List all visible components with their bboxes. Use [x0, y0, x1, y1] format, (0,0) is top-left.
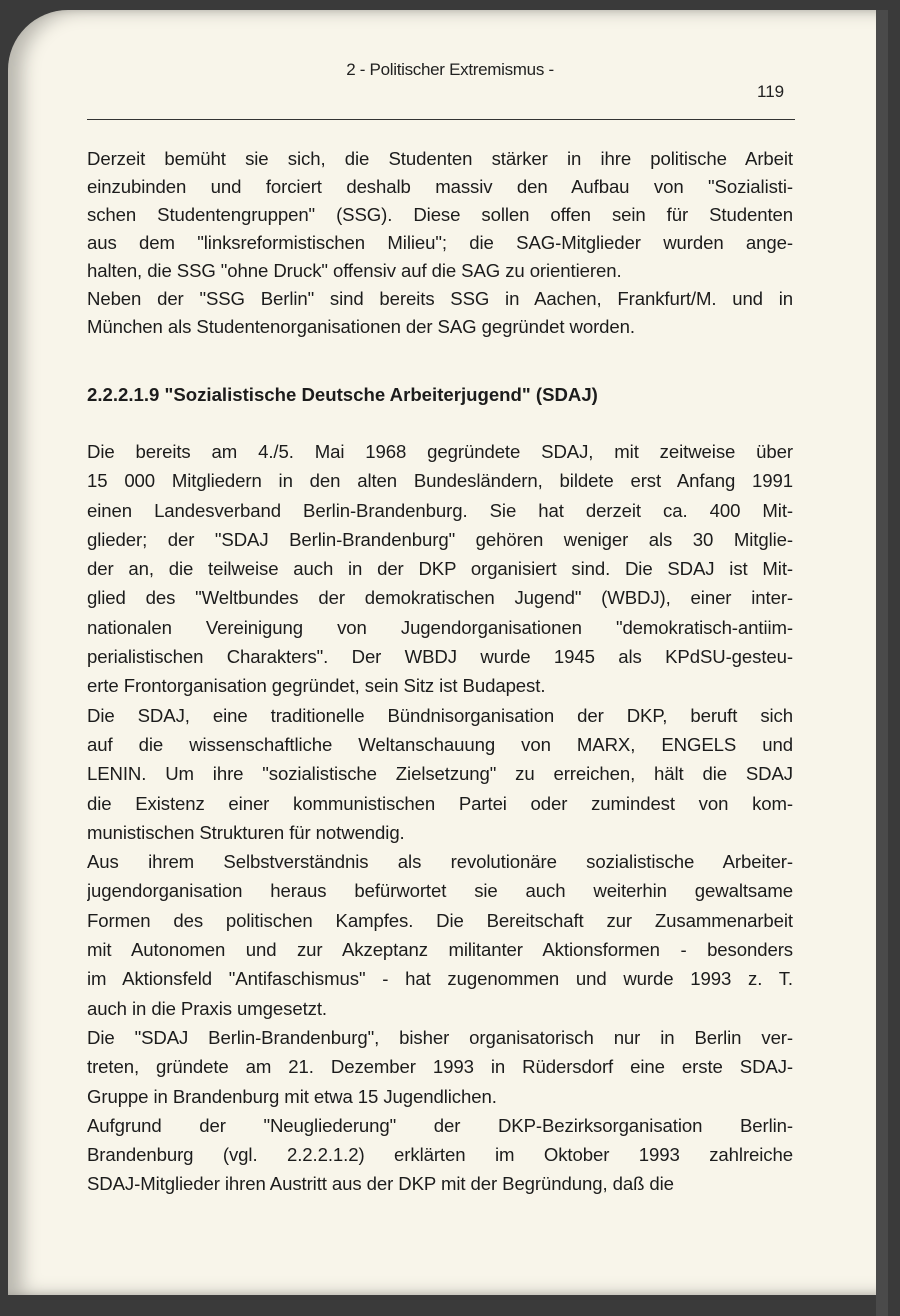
text-line: 15 000 Mitgliedern in den alten Bundesländern, bildete erst Anfang 1991: [87, 470, 793, 492]
running-header: 2 - Politischer Extremismus -: [346, 60, 554, 79]
text-line: auf die wissenschaftliche Weltanschauung von MARX, ENGELS und: [87, 733, 793, 755]
text-line: der an, die teilweise auch in der DKP organisiert sind. Die SDAJ ist Mit-: [87, 558, 793, 580]
text-line: nationalen Vereinigung von Jugendorganisationen "demokratisch-antiim-: [87, 616, 793, 638]
text-line: Brandenburg (vgl. 2.2.2.1.2) erklärten im Oktober 1993 zahlreiche: [87, 1144, 793, 1166]
text-line: einzubinden und forciert deshalb massiv den Aufbau von "Sozialisti-: [87, 176, 793, 197]
text-line: perialistischen Charakters". Der WBDJ wurde 1945 als KPdSU-gesteu-: [87, 646, 793, 668]
paragraph-block-1: [87, 145, 793, 341]
section-heading: 2.2.2.1.9 "Sozialistische Deutsche Arbeiterjugend" (SDAJ): [87, 384, 598, 405]
text-line: treten, gründete am 21. Dezember 1993 in Rüdersdorf eine erste SDAJ-: [87, 1056, 793, 1078]
text-line: jugendorganisation heraus befürwortet sie auch weiterhin gewaltsame: [87, 880, 793, 902]
text-line: Aus ihrem Selbstverständnis als revolutionäre sozialistische Arbeiter-: [87, 851, 793, 873]
text-line: auch in die Praxis umgesetzt.: [87, 997, 327, 1019]
header-rule: [87, 119, 795, 120]
text-line: mit Autonomen und zur Akzeptanz militanter Aktionsformen - besonders: [87, 939, 793, 961]
text-line: glied des "Weltbundes der demokratischen Jugend" (WBDJ), einer inter-: [87, 587, 793, 609]
text-line: München als Studentenorganisationen der SAG gegründet worden.: [87, 316, 635, 337]
text-line: glieder; der "SDAJ Berlin-Brandenburg" gehören weniger als 30 Mitglie-: [87, 528, 793, 550]
text-line: Derzeit bemüht sie sich, die Studenten stärker in ihre politische Arbeit: [87, 148, 793, 169]
text-line: aus dem "linksreformistischen Milieu"; die SAG-Mitglieder wurden ange-: [87, 232, 793, 253]
text-line: Aufgrund der "Neugliederung" der DKP-Bezirksorganisation Berlin-: [87, 1114, 793, 1136]
text-line: halten, die SSG "ohne Druck" offensiv auf die SAG zu orientieren.: [87, 260, 622, 281]
page-edge: [876, 10, 888, 1316]
text-line: Formen des politischen Kampfes. Die Bereitschaft zur Zusammenarbeit: [87, 909, 793, 931]
text-line: Die "SDAJ Berlin-Brandenburg", bisher organisatorisch nur in Berlin ver-: [87, 1026, 793, 1048]
paragraph-block-2: [87, 437, 793, 1199]
page-number: 119: [757, 82, 785, 101]
text-line: LENIN. Um ihre "sozialistische Zielsetzung" zu erreichen, hält die SDAJ: [87, 763, 793, 785]
text-line: Die bereits am 4./5. Mai 1968 gegründete SDAJ, mit zeitweise über: [87, 441, 793, 462]
text-line: Die SDAJ, eine traditionelle Bündnisorganisation der DKP, beruft sich: [87, 704, 793, 726]
text-line: SDAJ-Mitglieder ihren Austritt aus der DKP mit der Begründung, daß die: [87, 1173, 674, 1195]
text-line: munistischen Strukturen für notwendig.: [87, 821, 405, 843]
text-line: erte Frontorganisation gegründet, sein Sitz ist Budapest.: [87, 675, 546, 697]
text-line: schen Studentengruppen" (SSG). Diese sollen offen sein für Studenten: [87, 204, 793, 225]
text-line: Gruppe in Brandenburg mit etwa 15 Jugendlichen.: [87, 1085, 497, 1107]
text-line: Neben der "SSG Berlin" sind bereits SSG in Aachen, Frankfurt/M. und in: [87, 288, 793, 309]
text-line: im Aktionsfeld "Antifaschismus" - hat zugenommen und wurde 1993 z. T.: [87, 968, 793, 990]
text-line: einen Landesverband Berlin-Brandenburg. Sie hat derzeit ca. 400 Mit-: [87, 499, 793, 521]
text-line: die Existenz einer kommunistischen Partei oder zumindest von kom-: [87, 792, 793, 814]
